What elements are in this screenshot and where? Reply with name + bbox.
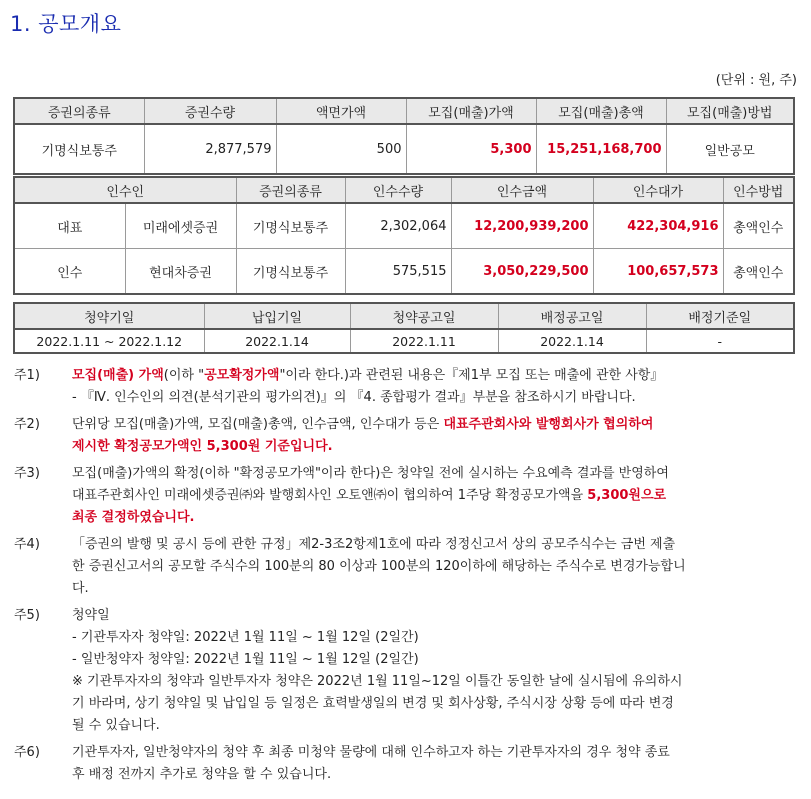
- highlighted-text: 제시한 확정공모가액인 5,300원 기준입니다.: [72, 439, 333, 454]
- footnote-text: 될 수 있습니다.: [72, 718, 160, 733]
- footnote-text: 기 바라며, 상기 청약일 및 납입일 등 일정은 효력발생일의 변경 및 회사상황, 주식시장 상황 등에 따라 변경: [72, 696, 674, 711]
- schedule-table: [13, 302, 795, 354]
- cell-par-value: 500: [276, 124, 406, 174]
- cell-security-type: 기명식보통주: [236, 203, 345, 249]
- footnote: [14, 742, 794, 786]
- cell-subscription-date: 2022.1.11 ~ 2022.1.12: [14, 329, 204, 353]
- table-row: [14, 203, 794, 249]
- footnote-label: 주1): [14, 368, 40, 383]
- table-row: [14, 249, 794, 295]
- footnote-text: - 『Ⅳ. 인수인의 의견(분석기관의 평가의견)』의 『4. 종합평가 결과』부분을 참조하시기 바랍니다.: [72, 390, 636, 405]
- highlighted-text: 대표주관회사와 발행회사가 협의하여: [443, 417, 654, 432]
- footnote-label: 주6): [14, 745, 40, 760]
- footnote-text: 후 배정 전까지 추가로 청약을 할 수 있습니다.: [72, 767, 332, 782]
- header-underwrite-fee: 인수대가: [593, 177, 723, 203]
- header-allocation-notice-date: 배정공고일: [498, 303, 646, 329]
- footnote: [14, 534, 794, 600]
- footnote-text: 단위당 모집(매출)가액, 모집(매출)총액, 인수금액, 인수대가 등은: [72, 417, 444, 432]
- cell-offer-method: 일반공모: [666, 124, 794, 174]
- cell-method: 총액인수: [723, 203, 794, 249]
- cell-quantity: 2,302,064: [345, 203, 451, 249]
- footnote: [14, 605, 794, 737]
- footnote-line: [72, 485, 794, 507]
- footnote-body: [72, 365, 794, 409]
- cell-method: 총액인수: [723, 249, 794, 295]
- highlighted-text: 5,300원으로: [587, 488, 667, 503]
- header-par-value: 액면가액: [276, 98, 406, 124]
- header-underwrite-method: 인수방법: [723, 177, 794, 203]
- cell-quantity: 2,877,579: [144, 124, 276, 174]
- footnote-body: [72, 414, 794, 458]
- footnote-line: [72, 649, 794, 671]
- footnote-line: [72, 693, 794, 715]
- footnote-label: 주2): [14, 417, 40, 432]
- footnotes: [14, 365, 794, 791]
- footnote-label: 주4): [14, 537, 40, 552]
- footnote-text: ※ 기관투자자의 청약과 일반투자자 청약은 2022년 1월 11일~12일 이틀간 동일한 날에 실시됨에 유의하시: [72, 674, 683, 689]
- footnote-line: [72, 387, 794, 409]
- footnote-line: [72, 507, 794, 529]
- footnote-line: [72, 463, 794, 485]
- cell-allocation-base-date: -: [646, 329, 794, 353]
- footnote-line: [72, 436, 794, 458]
- footnote-line: [72, 715, 794, 737]
- footnote-line: [72, 534, 794, 556]
- header-offer-price: 모집(매출)가액: [406, 98, 536, 124]
- footnote-text: 한 증권신고서의 공모할 주식수의 100분의 80 이상과 100분의 120이하에 해당하는 주식수로 변경가능합니: [72, 559, 686, 574]
- header-offer-method: 모집(매출)방법: [666, 98, 794, 124]
- header-offer-total: 모집(매출)총액: [536, 98, 666, 124]
- header-payment-date: 납입기일: [204, 303, 350, 329]
- cell-security-type: 기명식보통주: [236, 249, 345, 295]
- footnote-line: [72, 578, 794, 600]
- header-subscription-date: 청약기일: [14, 303, 204, 329]
- footnote-text: (이하 ": [163, 368, 205, 383]
- header-quantity: 증권수량: [144, 98, 276, 124]
- cell-offer-price: 5,300: [406, 124, 536, 174]
- cell-amount: 3,050,229,500: [451, 249, 593, 295]
- cell-role: 인수: [14, 249, 125, 295]
- footnote-body: [72, 605, 794, 737]
- cell-role: 대표: [14, 203, 125, 249]
- cell-allocation-notice-date: 2022.1.14: [498, 329, 646, 353]
- footnote-label: 주3): [14, 466, 40, 481]
- header-underwrite-quantity: 인수수량: [345, 177, 451, 203]
- footnote-line: [72, 414, 794, 436]
- cell-amount: 12,200,939,200: [451, 203, 593, 249]
- cell-underwriter-name: 현대차증권: [125, 249, 236, 295]
- cell-fee: 100,657,573: [593, 249, 723, 295]
- cell-security-type: 기명식보통주: [14, 124, 144, 174]
- footnote-line: [72, 365, 794, 387]
- cell-quantity: 575,515: [345, 249, 451, 295]
- header-underwriter: 인수인: [14, 177, 236, 203]
- footnote: [14, 414, 794, 458]
- header-underwrite-amount: 인수금액: [451, 177, 593, 203]
- cell-underwriter-name: 미래에셋증권: [125, 203, 236, 249]
- footnote-body: [72, 534, 794, 600]
- footnote-text: 모집(매출)가액의 확정(이하 "확정공모가액"이라 한다)은 청약일 전에 실시하는 수요예측 결과를 반영하여: [72, 466, 669, 481]
- footnote-text: 청약일: [72, 608, 110, 623]
- header-allocation-base-date: 배정기준일: [646, 303, 794, 329]
- header-subscription-notice-date: 청약공고일: [350, 303, 498, 329]
- footnote-line: [72, 627, 794, 649]
- cell-subscription-notice-date: 2022.1.11: [350, 329, 498, 353]
- footnote: [14, 365, 794, 409]
- footnote-text: - 기관투자자 청약일: 2022년 1월 11일 ~ 1월 12일 (2일간): [72, 630, 419, 645]
- footnote-text: 「증권의 발행 및 공시 등에 관한 규정」제2-3조2항제1호에 따라 정정신고서 상의 공모주식수는 금번 제출: [72, 537, 676, 552]
- cell-offer-total: 15,251,168,700: [536, 124, 666, 174]
- footnote-text: 대표주관회사인 미래에셋증권㈜와 발행회사인 오토앤㈜이 협의하여 1주당 확정공모가액을: [72, 488, 588, 503]
- cell-fee: 422,304,916: [593, 203, 723, 249]
- footnote: [14, 463, 794, 529]
- underwriter-table: [13, 176, 795, 295]
- footnote-line: [72, 605, 794, 627]
- footnote-line: [72, 556, 794, 578]
- footnote-line: [72, 671, 794, 693]
- highlighted-text: 최종 결정하였습니다.: [72, 510, 195, 525]
- header-security-type: 증권의종류: [14, 98, 144, 124]
- unit-label: (단위 : 원, 주): [715, 73, 797, 88]
- highlighted-text: 모집(매출) 가액: [72, 368, 164, 383]
- footnote-text: 다.: [72, 581, 89, 596]
- footnote-line: [72, 742, 794, 764]
- highlighted-text: 공모확정가액: [204, 368, 280, 383]
- footnote-body: [72, 463, 794, 529]
- header-security-type: 증권의종류: [236, 177, 345, 203]
- offer-table: [13, 97, 795, 175]
- footnote-body: [72, 742, 794, 786]
- footnote-text: "이라 한다.)과 관련된 내용은『제1부 모집 또는 매출에 관한 사항』: [279, 368, 664, 383]
- footnote-text: - 일반청약자 청약일: 2022년 1월 11일 ~ 1월 12일 (2일간): [72, 652, 419, 667]
- footnote-line: [72, 764, 794, 786]
- section-title: 1. 공모개요: [10, 12, 122, 36]
- footnote-text: 기관투자자, 일반청약자의 청약 후 최종 미청약 물량에 대해 인수하고자 하는 기관투자자의 경우 청약 종료: [72, 745, 670, 760]
- footnote-label: 주5): [14, 608, 40, 623]
- cell-payment-date: 2022.1.14: [204, 329, 350, 353]
